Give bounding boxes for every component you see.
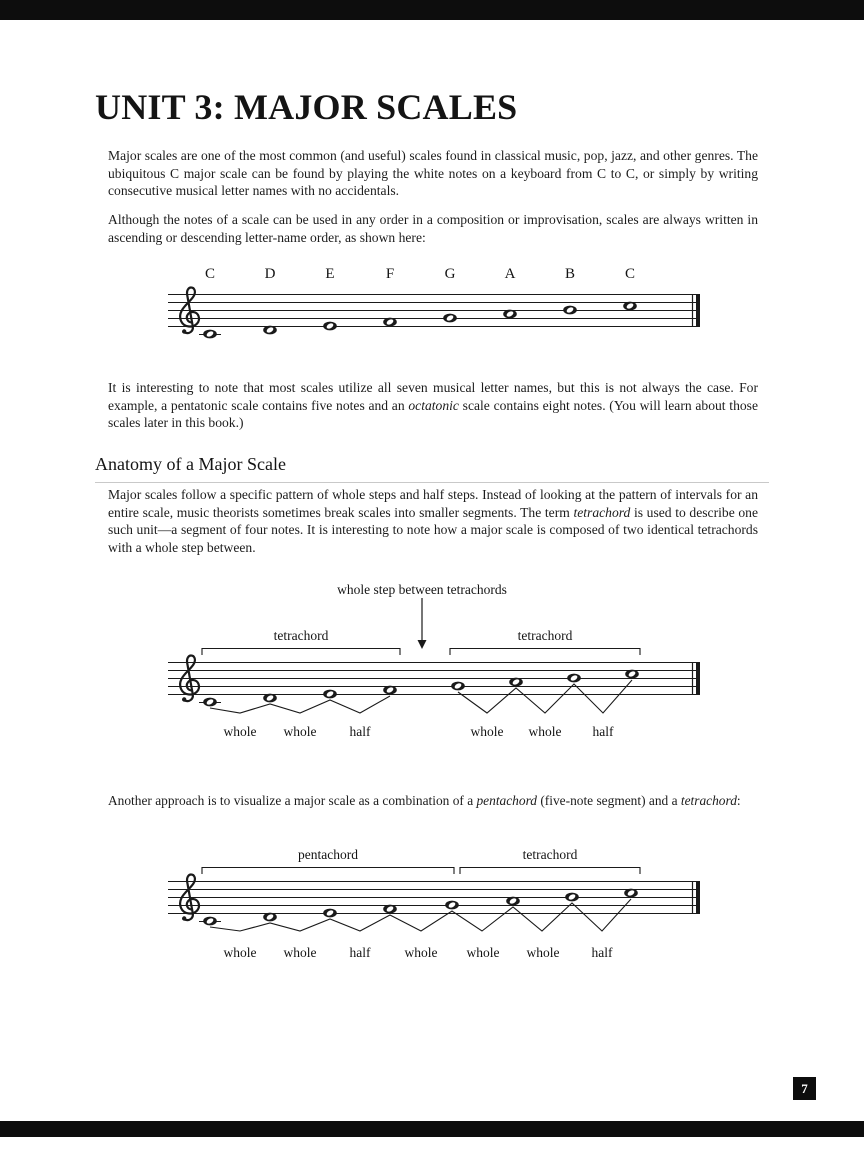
text-run: (five-note segment) and a [536,793,681,808]
scales-note-paragraph [108,379,758,432]
section-heading: Anatomy of a Major Scale [95,454,769,483]
page-number: 7 [801,1080,808,1096]
note-letter: F [385,266,395,282]
step-label: half [591,945,613,960]
segment-brackets [202,868,640,875]
pentachord-paragraph [108,792,741,810]
anatomy-paragraph [108,486,758,556]
text-run: It is interesting to note that most scales utilize all seven musical letter names, but this is not always the case. For example, a pentatonic scale contains five notes and an [108,380,758,413]
text-run: : [736,793,741,808]
italic-term: octatonic [408,397,459,413]
staff-svg [168,863,708,943]
down-arrow-icon [418,598,427,649]
italic-term: tetrachord [573,504,631,520]
intro-paragraph-1: Major scales are one of the most common (and useful) scales found in classical music, pop, jazz, and other genres. The ubiquitous C major scale can be found by playing the white notes on a keyboard from C to C, or simply by writing consecutive musical letter names with no accidentals. [108,148,758,199]
step-label: whole [404,945,438,960]
note-letter: C [624,266,635,282]
italic-term: tetrachord [680,793,737,808]
italic-term: pentachord [476,793,537,808]
c-major-scale-figure [168,262,708,367]
note-letter: A [504,266,516,282]
staff-svg [168,286,708,350]
page-title: UNIT 3: MAJOR SCALES [95,87,518,127]
text-run: scale contains eight notes. (You will learn about those scales later in this book.) [108,397,758,431]
page-number-badge [793,1077,816,1100]
tetrachords-figure [168,580,708,750]
pentachord-tetrachord-figure [168,845,708,970]
text-run: is used to describe one such unit—a segment of four notes. It is interesting to note how a major scale is composed of two identical tetrachords with a whole step between. [108,504,758,555]
step-label: whole [470,724,504,739]
whole-step-label: whole step between tetrachords [337,582,507,597]
text-run: Another approach is to visualize a major scale as a combination of a [108,793,477,808]
note-letter: G [444,266,456,282]
whole-notes [199,889,638,926]
staff-lines [168,295,700,327]
note-letter: D [264,266,276,282]
step-label: half [349,724,371,739]
bracket-label: tetrachord [517,628,573,643]
bracket-label: pentachord [298,847,358,862]
staff-lines [168,882,700,914]
intro-paragraph-2: Although the notes of a scale can be used in any order in a composition or improvisation, scales are always written in ascending or descending letter-name order, as shown here: [108,212,758,245]
staff-svg [168,596,708,721]
step-label: whole [223,945,257,960]
step-label: half [592,724,614,739]
step-label: whole [528,724,562,739]
note-letter: C [204,266,215,282]
step-label: whole [283,945,317,960]
bottom-border-bar [0,1121,864,1137]
bracket-label: tetrachord [522,847,578,862]
step-label: whole [466,945,500,960]
note-letter: E [325,266,335,282]
whole-notes [199,670,639,707]
tetrachord-brackets [202,649,640,656]
note-letter: B [564,266,575,282]
step-label: whole [283,724,317,739]
text-run: Major scales follow a specific pattern of whole steps and half steps. Instead of looking at the pattern of intervals for an entire scale, music theorists sometimes break scales into smaller segments. The term [108,487,758,520]
step-label: whole [223,724,257,739]
step-label: whole [526,945,560,960]
whole-notes [199,302,637,339]
step-label: half [349,945,371,960]
top-border-bar [0,0,864,20]
staff-lines [168,663,700,695]
bracket-label: tetrachord [273,628,329,643]
